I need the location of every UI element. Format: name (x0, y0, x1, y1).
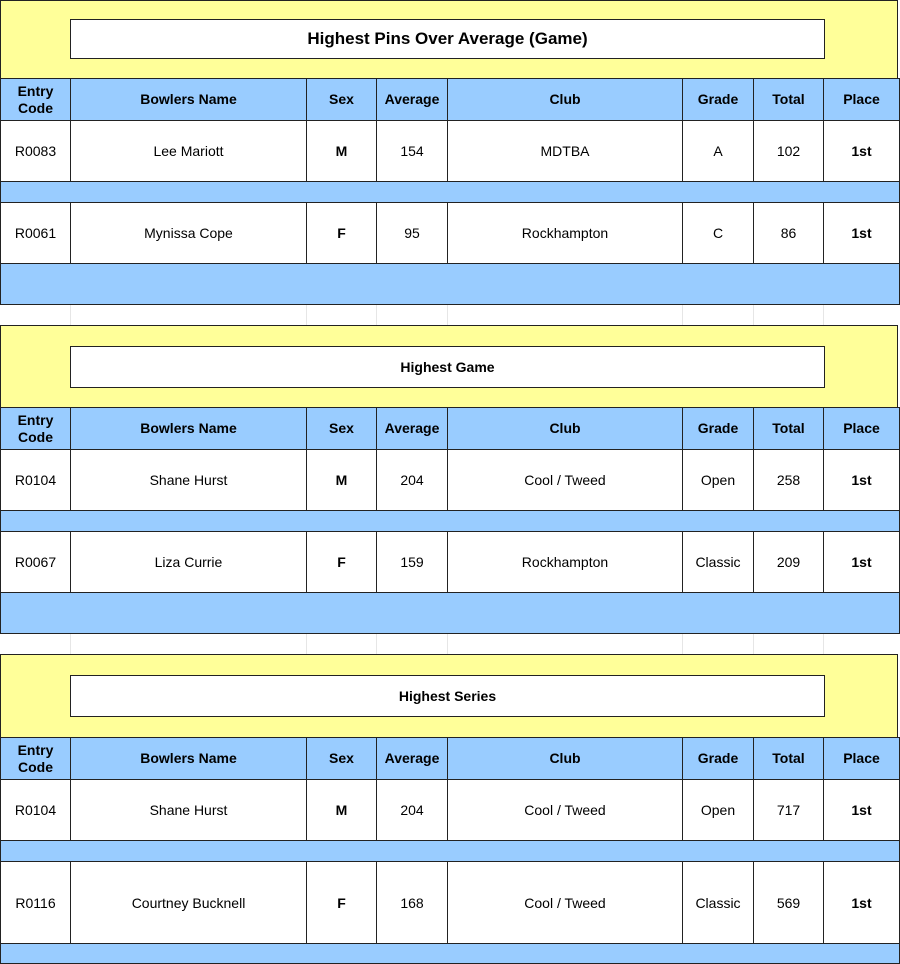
table-row (1, 203, 900, 264)
club-cell: Cool / Tweed (448, 780, 683, 841)
grade-cell: Classic (683, 862, 754, 944)
col-place: Place (824, 738, 900, 780)
spacer-row (1, 511, 900, 532)
spacer-row (1, 182, 900, 203)
spacer-row (1, 841, 900, 862)
col-entry-code: Entry Code (1, 79, 71, 121)
sex-cell: F (307, 532, 377, 593)
club-cell: Cool / Tweed (448, 450, 683, 511)
title-band (0, 654, 898, 738)
grade-cell: Open (683, 450, 754, 511)
average-cell: 154 (377, 121, 448, 182)
place-cell: 1st (824, 780, 900, 841)
title-band (0, 0, 898, 78)
total-cell: 86 (754, 203, 824, 264)
results-table (0, 78, 900, 305)
col-place: Place (824, 79, 900, 121)
total-cell: 102 (754, 121, 824, 182)
total-cell: 717 (754, 780, 824, 841)
total-cell: 569 (754, 862, 824, 944)
average-cell: 204 (377, 780, 448, 841)
col-total: Total (754, 408, 824, 450)
section-title: Highest Game (70, 346, 825, 388)
place-cell: 1st (824, 532, 900, 593)
gap-row (0, 634, 899, 654)
col-grade: Grade (683, 408, 754, 450)
section-pins-over-average (0, 0, 899, 305)
bowler-name-cell: Shane Hurst (71, 450, 307, 511)
sex-cell: F (307, 203, 377, 264)
col-total: Total (754, 79, 824, 121)
entry-code-cell: R0083 (1, 121, 71, 182)
place-cell: 1st (824, 862, 900, 944)
spacer-row (1, 944, 900, 964)
col-average: Average (377, 79, 448, 121)
place-cell: 1st (824, 450, 900, 511)
entry-code-cell: R0104 (1, 450, 71, 511)
col-grade: Grade (683, 738, 754, 780)
section-highest-series (0, 654, 899, 964)
col-entry-code: Entry Code (1, 408, 71, 450)
col-club: Club (448, 408, 683, 450)
header-row (1, 408, 900, 450)
col-place: Place (824, 408, 900, 450)
table-row (1, 450, 900, 511)
bowler-name-cell: Shane Hurst (71, 780, 307, 841)
col-entry-code: Entry Code (1, 738, 71, 780)
club-cell: Cool / Tweed (448, 862, 683, 944)
results-table (0, 737, 900, 964)
header-row (1, 738, 900, 780)
club-cell: Rockhampton (448, 203, 683, 264)
bowler-name-cell: Liza Currie (71, 532, 307, 593)
club-cell: Rockhampton (448, 532, 683, 593)
sex-cell: M (307, 450, 377, 511)
col-average: Average (377, 408, 448, 450)
results-table (0, 407, 900, 634)
club-cell: MDTBA (448, 121, 683, 182)
col-club: Club (448, 738, 683, 780)
entry-code-cell: R0104 (1, 780, 71, 841)
total-cell: 258 (754, 450, 824, 511)
grade-cell: Open (683, 780, 754, 841)
average-cell: 159 (377, 532, 448, 593)
col-average: Average (377, 738, 448, 780)
spacer-row (1, 264, 900, 305)
col-sex: Sex (307, 408, 377, 450)
section-title: Highest Series (70, 675, 825, 717)
col-bowlers-name: Bowlers Name (71, 738, 307, 780)
title-band (0, 325, 898, 408)
grade-cell: Classic (683, 532, 754, 593)
header-row (1, 79, 900, 121)
col-grade: Grade (683, 79, 754, 121)
grade-cell: A (683, 121, 754, 182)
col-club: Club (448, 79, 683, 121)
table-row (1, 121, 900, 182)
section-highest-game (0, 325, 899, 635)
entry-code-cell: R0061 (1, 203, 71, 264)
col-bowlers-name: Bowlers Name (71, 408, 307, 450)
gap-row (0, 305, 899, 325)
sex-cell: M (307, 780, 377, 841)
average-cell: 168 (377, 862, 448, 944)
sex-cell: F (307, 862, 377, 944)
table-row (1, 862, 900, 944)
entry-code-cell: R0116 (1, 862, 71, 944)
sex-cell: M (307, 121, 377, 182)
spacer-row (1, 593, 900, 634)
bowler-name-cell: Courtney Bucknell (71, 862, 307, 944)
table-row (1, 532, 900, 593)
col-sex: Sex (307, 79, 377, 121)
place-cell: 1st (824, 121, 900, 182)
total-cell: 209 (754, 532, 824, 593)
section-title: Highest Pins Over Average (Game) (70, 19, 825, 59)
entry-code-cell: R0067 (1, 532, 71, 593)
grade-cell: C (683, 203, 754, 264)
place-cell: 1st (824, 203, 900, 264)
bowler-name-cell: Mynissa Cope (71, 203, 307, 264)
col-sex: Sex (307, 738, 377, 780)
table-row (1, 780, 900, 841)
col-total: Total (754, 738, 824, 780)
col-bowlers-name: Bowlers Name (71, 79, 307, 121)
bowler-name-cell: Lee Mariott (71, 121, 307, 182)
average-cell: 204 (377, 450, 448, 511)
average-cell: 95 (377, 203, 448, 264)
